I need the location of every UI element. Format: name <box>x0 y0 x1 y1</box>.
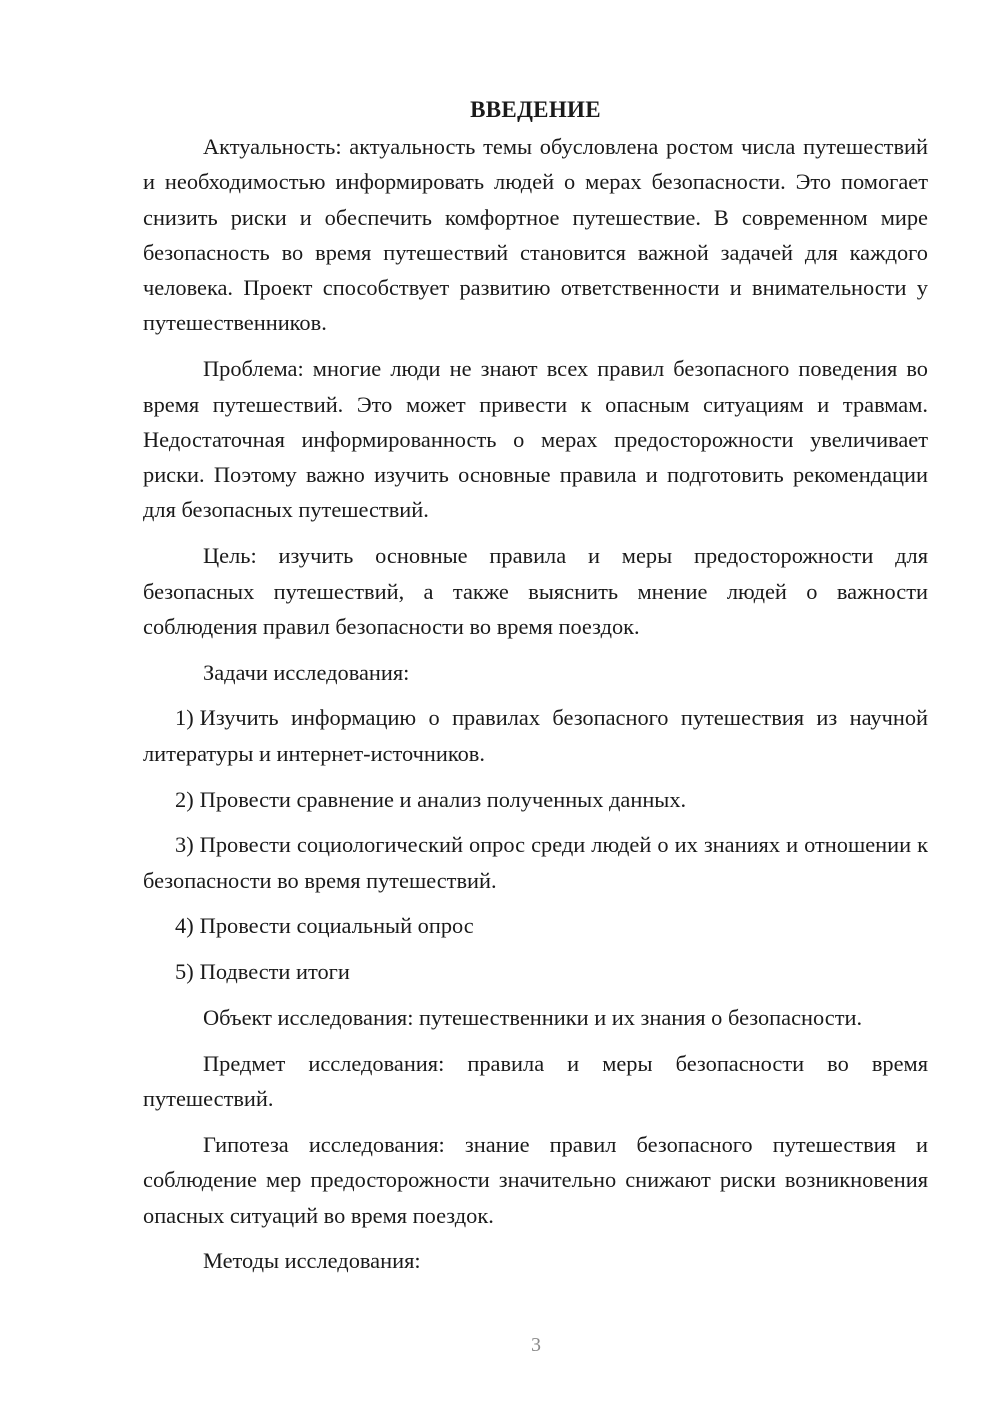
list-item <box>143 954 928 989</box>
list-item-number: 1) <box>175 705 194 731</box>
paragraph-methods: Методы исследования: <box>203 1248 421 1274</box>
list-item-number: 4) <box>175 913 194 939</box>
section-heading: ВВЕДЕНИЕ <box>470 97 601 122</box>
list-item <box>143 827 928 898</box>
list-item-text: Провести социологический опрос среди людей о их знаниях и отношении к безопасности во время путешествий. <box>143 832 928 893</box>
list-item-text: Провести сравнение и анализ полученных данных. <box>199 786 687 812</box>
page-number: 3 <box>531 1334 541 1356</box>
paragraph-object: Объект исследования: путешественники и их знания о безопасности. <box>203 1005 863 1031</box>
list-item-text: Провести социальный опрос <box>199 913 474 939</box>
list-item-number: 2) <box>175 786 194 812</box>
paragraph-hypothesis: Гипотеза исследования: знание правил безопасного путешествия и соблюдение мер предосторожности значительно снижают риски возникновения опасных ситуаций во время поездок. <box>143 1131 928 1228</box>
list-item-number: 3) <box>175 832 194 858</box>
document-page <box>143 92 928 1289</box>
paragraph-relevance: Актуальность: актуальность темы обусловлена ростом числа путешествий и необходимостью информировать людей о мерах безопасности. Это помогает снизить риски и обеспечить комфортное путешествие. В современном мире безопасность во время путешествий становится важной задачей для каждого человека. Проект способствует развитию ответственности и внимательности у путешественников. <box>143 134 928 336</box>
paragraph-subject: Предмет исследования: правила и меры безопасности во время путешествий. <box>143 1050 928 1112</box>
list-item <box>143 908 928 943</box>
list-item-text: Подвести итоги <box>199 959 350 985</box>
tasks-list <box>143 700 928 989</box>
paragraph-goal: Цель: изучить основные правила и меры предосторожности для безопасных путешествий, а также выяснить мнение людей о важности соблюдения правил безопасности во время поездок. <box>143 543 928 639</box>
list-item-number: 5) <box>175 959 194 985</box>
list-item <box>143 700 928 771</box>
paragraph-tasks-intro: Задачи исследования: <box>203 659 410 685</box>
list-item <box>143 782 928 817</box>
list-item-text: Изучить информацию о правилах безопасного путешествия из научной литературы и интернет-источников. <box>143 705 928 766</box>
paragraph-problem: Проблема: многие люди не знают всех правил безопасного поведения во время путешествий. Это может привести к опасным ситуациям и травмам. Недостаточная информированность о мерах предосторожности увеличивает риски. Поэтому важно изучить основные правила и подготовить рекомендации для безопасных путешествий. <box>143 356 928 523</box>
